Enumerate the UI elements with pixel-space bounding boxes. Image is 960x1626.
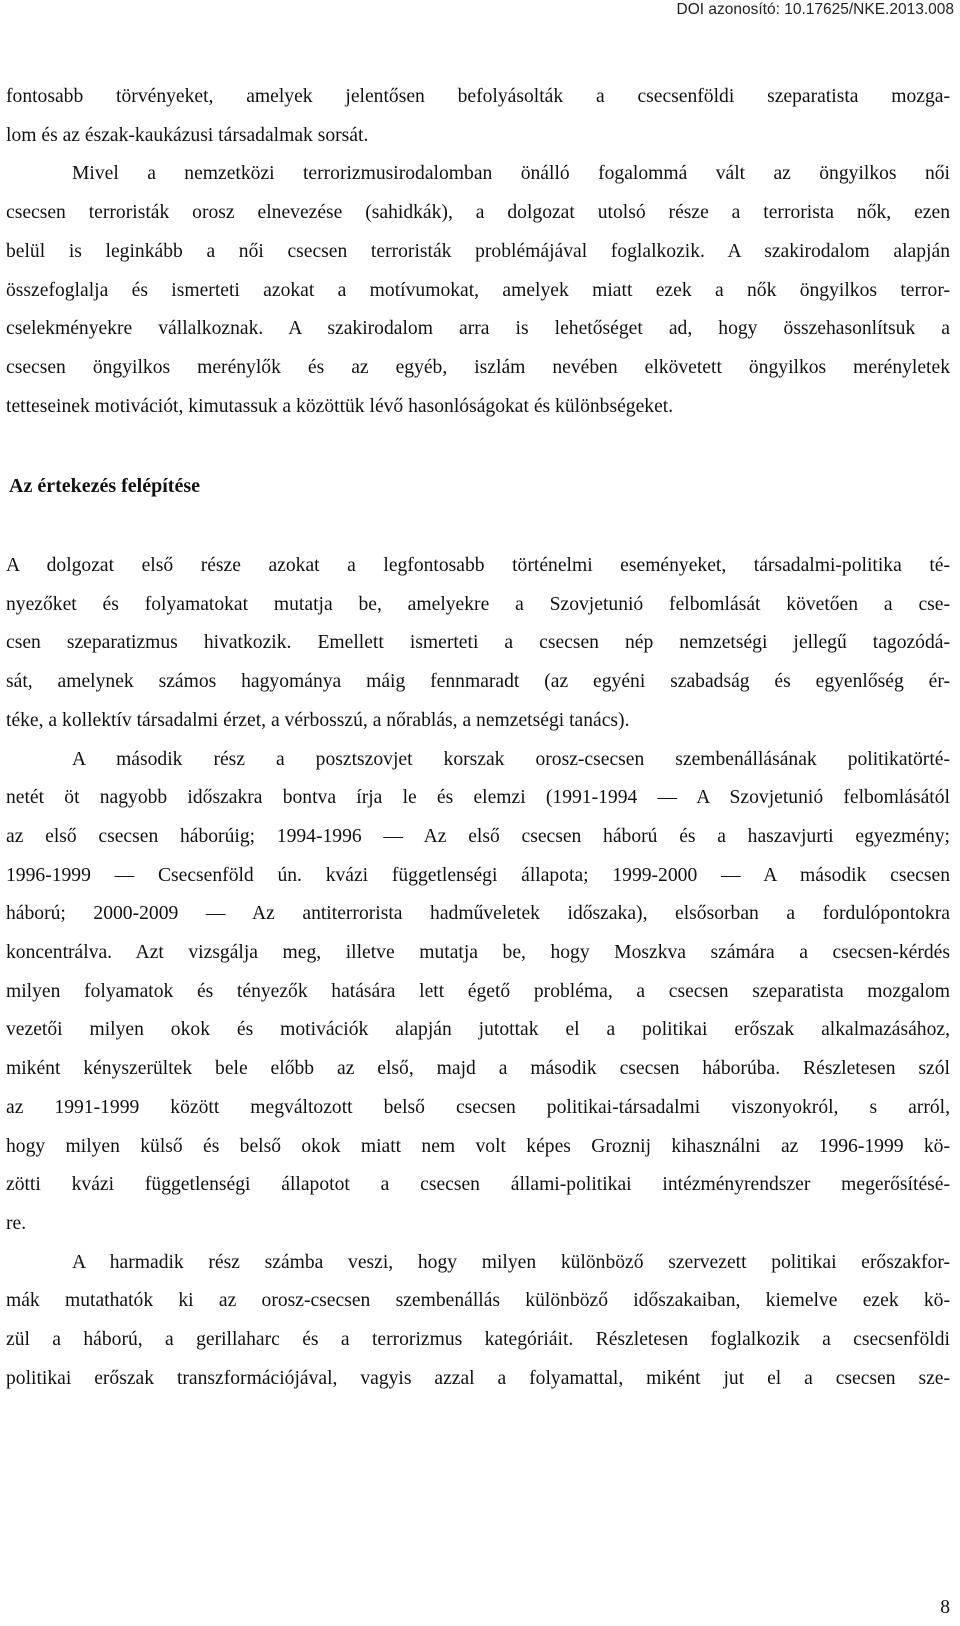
page-number: 8 <box>940 1597 950 1618</box>
text-line: hogy milyen külső és belső okok miatt nem volt képes Groznij kihasználni az 1996-1999 kö- <box>6 1135 950 1157</box>
text-line: csecsen terroristák orosz elnevezése (sahidkák), a dolgozat utolsó része a terrorista nők, ezen <box>6 202 950 224</box>
text-line: csen szeparatizmus hivatkozik. Emellett ismerteti a csecsen nép nemzetségi jellegű tagozódá- <box>6 632 950 654</box>
text-line: összefoglalja és ismerteti azokat a motívumokat, amelyek miatt ezek a nők öngyilkos terror- <box>6 279 950 301</box>
text-line: miként kényszerültek bele előbb az első, majd a második csecsen háborúba. Részletesen szól <box>6 1058 950 1080</box>
text-line: sát, amelynek számos hagyománya máig fennmaradt (az egyéni szabadság és egyenlőség ér- <box>6 671 950 693</box>
text-line: zötti kvázi függetlenségi állapotot a csecsen állami-politikai intézményrendszer megerősítésé- <box>6 1174 950 1196</box>
text-line: Mivel a nemzetközi terrorizmusirodalomban önálló fogalommá vált az öngyilkos női <box>72 163 950 185</box>
paragraph-4 <box>6 741 950 1244</box>
paragraph-2 <box>6 155 950 426</box>
text-line: fontosabb törvényeket, amelyek jelentősen befolyásolták a csecsenföldi szeparatista mozga- <box>6 86 950 107</box>
text-line: re. <box>6 1212 27 1234</box>
text-line: netét öt nagyobb időszakra bontva írja le és elemzi (1991-1994 — A Szovjetunió felbomlásától <box>6 787 950 809</box>
text-line: belül is leginkább a női csecsen terroristák problémájával foglalkozik. A szakirodalom alapján <box>6 240 950 262</box>
text-line: A második rész a posztszovjet korszak orosz-csecsen szembenállásának politikatörté- <box>72 748 950 770</box>
text-line: vezetői milyen okok és motivációk alapján jutottak el a politikai erőszak alkalmazásához, <box>6 1019 950 1041</box>
section-heading: Az értekezés felépítése <box>9 475 200 498</box>
doi-header: DOI azonosító: 10.17625/NKE.2013.008 <box>676 1 954 18</box>
text-line: mák mutathatók ki az orosz-csecsen szembenállás különböző időszakaiban, kiemelve ezek kö- <box>6 1290 950 1312</box>
text-line: cselekményekre vállalkoznak. A szakirodalom arra is lehetőséget ad, hogy összehasonlítsuk a <box>6 318 950 340</box>
text-line: nyezőket és folyamatokat mutatja be, amelyekre a Szovjetunió felbomlását követően a cse- <box>6 593 950 615</box>
text-line: A dolgozat első része azokat a legfontosabb történelmi eseményeket, társadalmi-politika té- <box>6 555 950 577</box>
text-line: koncentrálva. Azt vizsgálja meg, illetve mutatja be, hogy Moszkva számára a csecsen-kérdés <box>6 942 950 964</box>
paragraph-5 <box>6 1244 950 1399</box>
text-line: csecsen öngyilkos merénylők és az egyéb, iszlám nevében elkövetett öngyilkos merényletek <box>6 356 950 378</box>
text-line: zül a háború, a gerillaharc és a terrorizmus kategóriáit. Részletesen foglalkozik a csecsenföldi <box>6 1329 950 1351</box>
text-line: az 1991-1999 között megváltozott belső csecsen politikai-társadalmi viszonyokról, s arról, <box>6 1096 950 1118</box>
paragraph-3 <box>6 547 950 741</box>
text-line: milyen folyamatok és tényezők hatására lett égető probléma, a csecsen szeparatista mozgalom <box>6 980 950 1002</box>
text-line: A harmadik rész számba veszi, hogy milyen különböző szervezett politikai erőszakfor- <box>72 1251 950 1273</box>
text-line: politikai erőszak transzformációjával, vagyis azzal a folyamattal, miként jut el a csecsen sze- <box>6 1367 950 1389</box>
text-line: téke, a kollektív társadalmi érzet, a vérbosszú, a nőrablás, a nemzetségi tanács). <box>6 709 630 731</box>
text-line: tetteseinek motivációt, kimutassuk a közöttük lévő hasonlóságokat és különbségeket. <box>6 395 674 417</box>
paragraph-1 <box>6 78 950 155</box>
document-body <box>6 78 950 1399</box>
text-line: lom és az észak-kaukázusi társadalmak sorsát. <box>6 124 369 146</box>
text-line: háború; 2000-2009 — Az antiterrorista hadműveletek időszaka), elsősorban a fordulópontokra <box>6 903 950 925</box>
text-line: 1996-1999 — Csecsenföld ún. kvázi függetlenségi állapota; 1999-2000 — A második csecsen <box>6 864 950 886</box>
text-line: az első csecsen háborúig; 1994-1996 — Az első csecsen háború és a haszavjurti egyezmény; <box>6 825 950 847</box>
